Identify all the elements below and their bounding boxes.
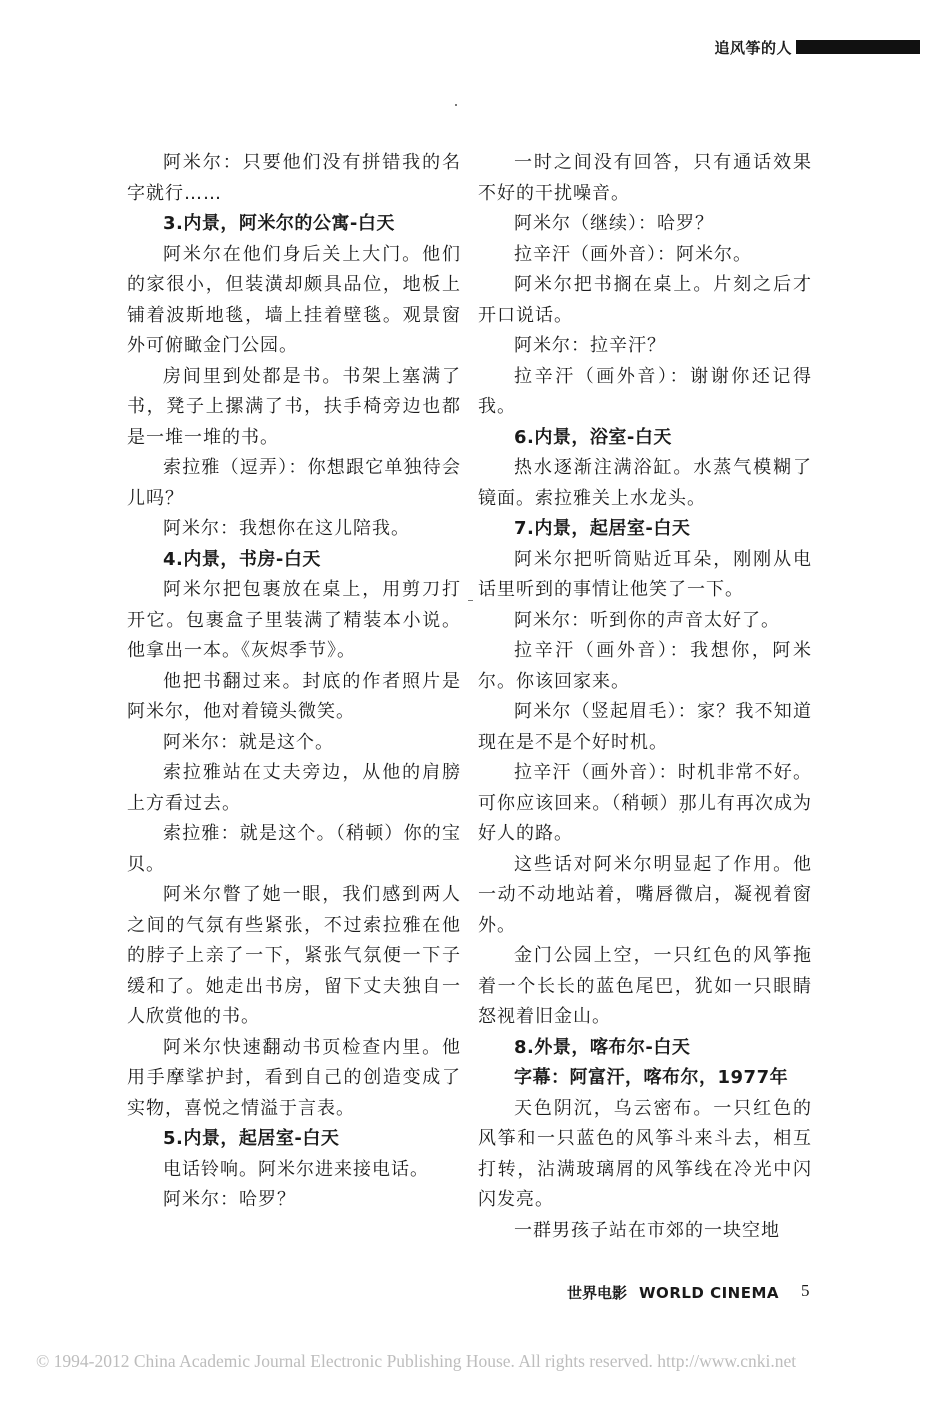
paragraph: 他把书翻过来。封底的作者照片是阿米尔，他对着镜头微笑。 (127, 670, 461, 722)
page-footer (567, 1281, 810, 1303)
scene-heading: 8.外景，喀布尔-白天 (514, 1036, 691, 1058)
paragraph: 阿米尔把书搁在桌上。片刻之后才开口说话。 (478, 274, 812, 326)
header-bar (796, 40, 920, 54)
page-number: 5 (801, 1281, 810, 1300)
paragraph: 阿米尔：拉辛汗？ (514, 335, 666, 356)
right-column (478, 148, 812, 1246)
paragraph: 拉辛汗（画外音）：谢谢你还记得我。 (478, 365, 812, 417)
paragraph: 阿米尔把包裹放在桌上，用剪刀打开它。包裹盒子里装满了精装本小说。他拿出一本。《灰烬季节》。 (127, 579, 461, 661)
paragraph: 阿米尔瞥了她一眼，我们感到两人之间的气氛有些紧张，不过索拉雅在他的脖子上亲了一下，紧张气氛便一下子缓和了。她走出书房，留下丈夫独自一人欣赏他的书。 (127, 884, 461, 1027)
scene-heading: 7.内景，起居室-白天 (514, 518, 691, 539)
scene-heading: 5.内景，起居室-白天 (163, 1128, 340, 1149)
scene-heading: 4.内景，书房-白天 (163, 548, 321, 570)
paragraph: 一时之间没有回答，只有通话效果不好的干扰噪音。 (478, 152, 812, 204)
paragraph: 金门公园上空，一只红色的风筝拖着一个长长的蓝色尾巴，犹如一只眼睛怒视着旧金山。 (478, 945, 812, 1027)
magazine-name-cn: 世界电影 (567, 1284, 628, 1302)
paragraph: 热水逐渐注满浴缸。水蒸气模糊了镜面。索拉雅关上水龙头。 (478, 457, 812, 509)
paragraph: 电话铃响。阿米尔进来接电话。 (163, 1158, 429, 1180)
paragraph: 索拉雅：就是这个。（稍顿）你的宝贝。 (127, 823, 461, 875)
paragraph: 阿米尔：只要他们没有拼错我的名字就行…… (127, 152, 461, 204)
paragraph: 阿米尔：哈罗？ (163, 1189, 296, 1210)
running-title: 追风筝的人 (714, 38, 792, 57)
paragraph: 拉辛汗（画外音）：阿米尔。 (514, 243, 752, 265)
paragraph: 阿米尔：我想你在这儿陪我。 (163, 518, 410, 539)
scan-speck (455, 104, 457, 106)
magazine-name-en: WORLD CINEMA (639, 1283, 780, 1302)
paragraph: 索拉雅站在丈夫旁边，从他的肩膀上方看过去。 (127, 762, 461, 814)
scan-speck (468, 600, 473, 601)
scene-heading: 6.内景，浴室-白天 (514, 426, 672, 448)
paragraph: 索拉雅（逗弄）：你想跟它单独待会儿吗？ (127, 457, 461, 509)
left-column (127, 148, 461, 1216)
running-header (714, 36, 920, 58)
paragraph: 阿米尔（继续）：哈罗？ (514, 213, 714, 234)
subtitle-caption: 字幕：阿富汗，喀布尔，1977年 (514, 1067, 789, 1088)
paragraph: 天色阴沉，乌云密布。一只红色的风筝和一只蓝色的风筝斗来斗去，相互打转，沾满玻璃屑的风筝线在冷光中闪闪发亮。 (478, 1097, 812, 1210)
paragraph: 拉辛汗（画外音）：我想你，阿米尔。你该回家来。 (478, 640, 812, 692)
copyright-watermark: © 1994-2012 China Academic Journal Electronic Publishing House. All rights reserved. http://www.cnki.net (36, 1351, 797, 1371)
paragraph: 房间里到处都是书。书架上塞满了书，凳子上摞满了书，扶手椅旁边也都是一堆一堆的书。 (127, 365, 461, 448)
scene-heading: 3.内景，阿米尔的公寓-白天 (163, 213, 395, 234)
paragraph: 一群男孩子站在市郊的一块空地 (514, 1219, 780, 1241)
paragraph: 这些话对阿米尔明显起了作用。他一动不动地站着，嘴唇微启，凝视着窗外。 (478, 853, 812, 936)
paragraph: 阿米尔快速翻动书页检查内里。他用手摩挲护封，看到自己的创造变成了实物，喜悦之情溢于言表。 (127, 1036, 461, 1119)
paragraph: 拉辛汗（画外音）：时机非常不好。可你应该回来。（稍顿）那儿有再次成为好人的路。 (478, 762, 812, 844)
paragraph: 阿米尔：听到你的声音太好了。 (514, 609, 780, 631)
paragraph: 阿米尔把听筒贴近耳朵，刚刚从电话里听到的事情让他笑了一下。 (478, 548, 812, 600)
paragraph: 阿米尔（竖起眉毛）：家？我不知道现在是不是个好时机。 (478, 701, 812, 753)
paragraph: 阿米尔在他们身后关上大门。他们的家很小，但装潢却颇具品位，地板上铺着波斯地毯，墙上挂着壁毯。观景窗外可俯瞰金门公园。 (127, 243, 461, 356)
paragraph: 阿米尔：就是这个。 (163, 731, 334, 753)
